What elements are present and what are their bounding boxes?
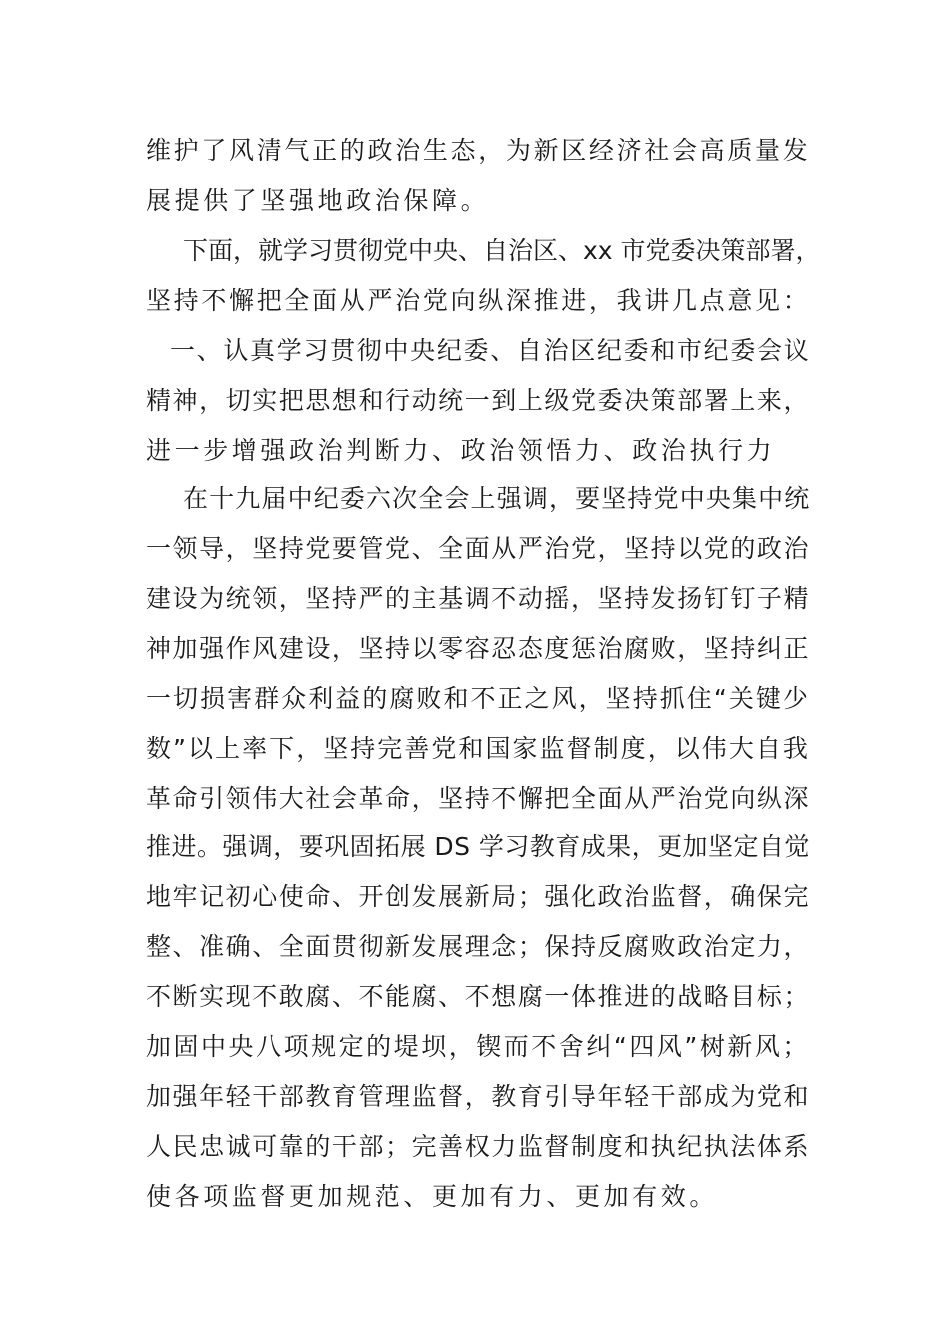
section-heading-line: 精神，切实把思想和行动统一到上级党委决策部署上来， [146, 386, 811, 415]
paragraph-line: 下面，就学习贯彻党中央、自治区、xx 市党委决策部署， [183, 236, 821, 265]
paragraph-line: 推进。强调，要巩固拓展 DS 学习教育成果，更加坚定自觉 [146, 832, 810, 861]
paragraph-line: 不断实现不敢腐、不能腐、不想腐一体推进的战略目标； [146, 982, 811, 1011]
paragraph-line: 加强年轻干部教育管理监督，教育引导年轻干部成为党和 [146, 1082, 811, 1111]
paragraph-line: 建设为统领，坚持严的主基调不动摇，坚持发扬钉钉子精 [146, 584, 811, 613]
paragraph-line: 一切损害群众利益的腐败和不正之风，坚持抓住“关键少 [146, 684, 810, 713]
paragraph-line: 革命引领伟大社会革命，坚持不懈把全面从严治党向纵深 [146, 784, 811, 813]
paragraph-line: 一领导，坚持党要管党、全面从严治党，坚持以党的政治 [146, 534, 811, 563]
section-heading-line: 一、认真学习贯彻中央纪委、自治区纪委和市纪委会议 [170, 336, 811, 365]
section-heading-line: 进一步增强政治判断力、政治领悟力、政治执行力 [146, 436, 776, 465]
paragraph-line: 地牢记初心使命、开创发展新局；强化政治监督，确保完 [146, 882, 811, 911]
paragraph-line: 数”以上率下，坚持完善党和国家监督制度，以伟大自我 [146, 734, 810, 763]
paragraph-line: 人民忠诚可靠的干部；完善权力监督制度和执纪执法体系 [146, 1132, 811, 1161]
paragraph-line: 整、准确、全面贯彻新发展理念；保持反腐败政治定力， [146, 932, 811, 961]
paragraph-line: 神加强作风建设，坚持以零容忍态度惩治腐败，坚持纠正 [146, 634, 811, 663]
paragraph-line: 展提供了坚强地政治保障。 [146, 186, 490, 215]
paragraph-line: 加固中央八项规定的堤坝，锲而不舍纠“四风”树新风； [146, 1032, 810, 1061]
paragraph-line: 在十九届中纪委六次全会上强调，要坚持党中央集中统 [183, 484, 811, 513]
paragraph-line: 使各项监督更加规范、更加有力、更加有效。 [146, 1182, 719, 1211]
paragraph-line: 维护了风清气正的政治生态，为新区经济社会高质量发 [146, 136, 811, 165]
paragraph-line: 坚持不懈把全面从严治党向纵深推进，我讲几点意见： [146, 286, 811, 315]
